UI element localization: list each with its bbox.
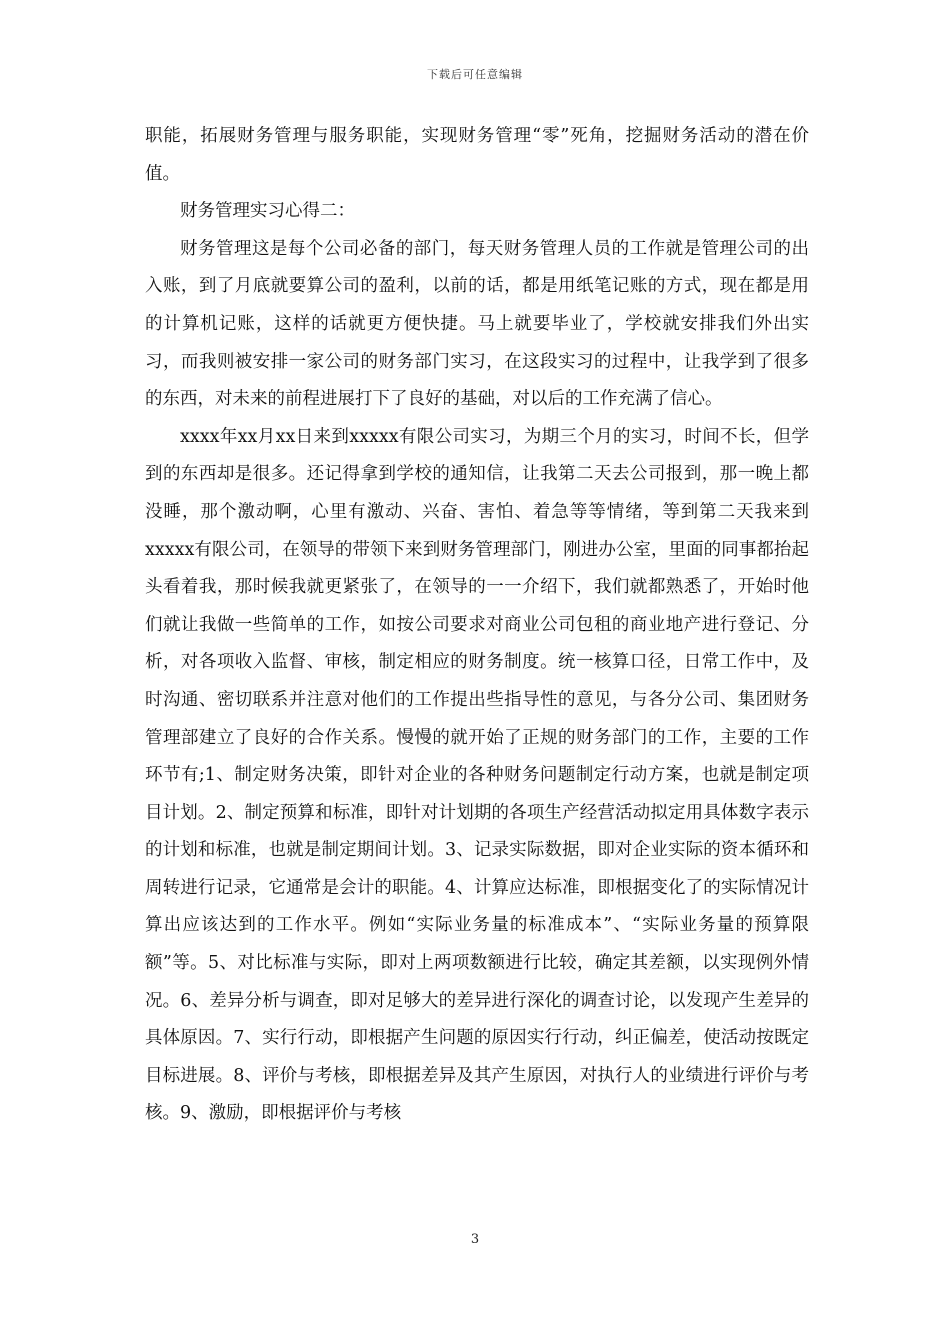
paragraph: xxxx年xx月xx日来到xxxxx有限公司实习，为期三个月的实习，时间不长，但学到的东西却是很多。还记得拿到学校的通知信，让我第二天去公司报到，那一晚上都没睡，那个激动啊，心里有激动、兴奋、害怕、着急等等情绪，等到第二天我来到xxxxx有限公司，在领导的带领下来到财务管理部门，刚进办公室，里面的同事都抬起头看着我，那时候我就更紧张了，在领导的一一介绍下，我们就都熟悉了，开始时他们就让我做一些简单的工作，如按公司要求对商业公司包租的商业地产进行登记、分析，对各项收入监督、审核，制定相应的财务制度。统一核算口径，日常工作中，及时沟通、密切联系并注意对他们的工作提出些指导性的意见，与各分公司、集团财务管理部建立了良好的合作关系。慢慢的就开始了正规的财务部门的工作，主要的工作环节有;1、制定财务决策，即针对企业的各种财务问题制定行动方案，也就是制定项目计划。2、制定预算和标准，即针对计划期的各项生产经营活动拟定用具体数字表示的计划和标准，也就是制定期间计划。3、记录实际数据，即对企业实际的资本循环和周转进行记录，它通常是会计的职能。4、计算应达标准，即根据变化了的实际情况计算出应该达到的工作水平。例如“实际业务量的标准成本”、“实际业务量的预算限额”等。5、对比标准与实际，即对上两项数额进行比较，确定其差额，以实现例外情况。6、差异分析与调查，即对足够大的差异进行深化的调查讨论，以发现产生差异的具体原因。7、实行行动，即根据产生问题的原因实行行动，纠正偏差，使活动按既定目标进展。8、评价与考核，即根据差异及其产生原因，对执行人的业绩进行评价与考核。9、激励，即根据评价与考核 (145, 426, 809, 1124)
document-body (145, 118, 809, 1133)
page-header: 下载后可任意编辑 (427, 68, 523, 81)
paragraph: 财务管理这是每个公司必备的部门，每天财务管理人员的工作就是管理公司的出入账，到了月底就要算公司的盈利，以前的话，都是用纸笔记账的方式，现在都是用的计算机记账，这样的话就更方便快捷。马上就要毕业了，学校就安排我们外出实习，而我则被安排一家公司的财务部门实习，在这段实习的过程中，让我学到了很多的东西，对未来的前程进展打下了良好的基础，对以后的工作充满了信心。 (145, 238, 809, 410)
page-number: 3 (470, 1232, 480, 1247)
paragraph-continuation: 职能，拓展财务管理与服务职能，实现财务管理“零”死角，挖掘财务活动的潜在价值。 (145, 126, 809, 184)
section-heading: 财务管理实习心得二： (180, 201, 355, 222)
